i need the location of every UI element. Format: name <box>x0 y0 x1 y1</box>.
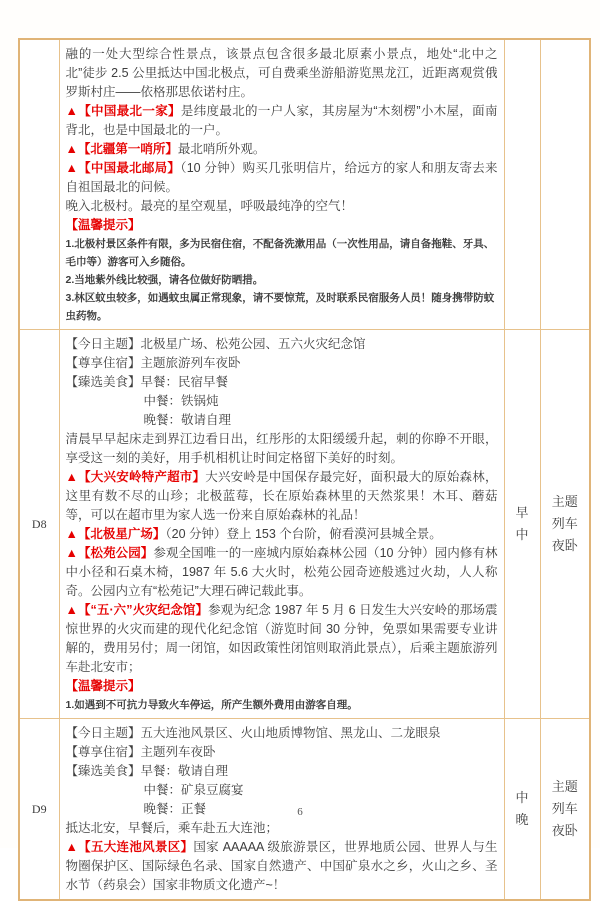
body-text: 【今日主题】五大连池风景区、火山地质博物馆、黑龙山、二龙眼泉 <box>65 726 441 740</box>
highlight-text: ▲【北疆第一哨所】 <box>65 142 178 156</box>
body-text: 【臻选美食】早餐：民宿早餐 <box>65 375 229 389</box>
meal-char: 晚 <box>515 812 529 827</box>
highlight-text: ▲【五大连池风景区】 <box>65 840 194 854</box>
day-cell: D8 <box>19 330 59 719</box>
paragraph <box>66 525 498 544</box>
paragraph <box>66 544 498 601</box>
paragraph <box>66 781 498 800</box>
body-text: 中餐：矿泉豆腐宴 <box>143 783 244 797</box>
lodging-line: 主题 <box>551 494 578 509</box>
meal-char: 早 <box>515 505 529 520</box>
body-text: 参观全国唯一的一座城内原始森林公园（10 分钟）园内修有林中小径和石桌木椅，1987 年 5.6 大火时，松苑公园奇迹般逃过火劫，人人称奇。公园内立有“松苑记”大理石碑记载此事。 <box>65 546 498 598</box>
meal-char: 中 <box>515 790 529 805</box>
highlight-text: ▲【中国最北邮局】 <box>65 161 181 175</box>
body-text: 是纬度最北的一户人家，其房屋为“木刻楞”小木屋，面南背北，也是中国最北的一户。 <box>65 104 498 137</box>
lodging-line: 主题 <box>551 779 578 794</box>
paragraph <box>66 235 498 271</box>
paragraph <box>66 373 498 392</box>
paragraph <box>66 45 498 102</box>
body-text: 1.如遇到不可抗力导致火车停运，所产生额外费用由游客自理。 <box>65 699 358 711</box>
body-text: 2.当地紫外线比较强，请各位做好防晒措。 <box>65 274 264 286</box>
body-text: 国家 AAAAA 级旅游景区，世界地质公园、世界人与生物圈保护区、国际绿色名录、国家自然遗产、中国矿泉水之乡，火山之乡、圣水节（药泉会）国家非物质文化遗产~！ <box>65 840 498 892</box>
body-text: 【尊享住宿】主题列车夜卧 <box>65 745 216 759</box>
paragraph <box>66 159 498 197</box>
content-cell <box>59 330 504 719</box>
highlight-text: 【温馨提示】 <box>65 218 141 232</box>
body-text: 中餐：铁锅炖 <box>143 394 219 408</box>
highlight-text: ▲【松苑公园】 <box>65 546 154 560</box>
body-text: 3.林区蚊虫较多，如遇蚊虫属正常现象，请不要惊荒，及时联系民宿服务人员！随身携带防蚊虫药物。 <box>65 292 495 322</box>
body-text: 晚入北极村。最亮的星空观星，呼吸最纯净的空气！ <box>65 199 354 213</box>
day-cell <box>19 39 59 330</box>
paragraph <box>66 289 498 325</box>
itinerary-row <box>19 330 590 719</box>
paragraph <box>66 335 498 354</box>
highlight-text: ▲【大兴安岭特产超市】 <box>65 470 206 484</box>
paragraph <box>66 819 498 838</box>
page-number: 6 <box>297 806 303 818</box>
paragraph <box>66 838 498 895</box>
body-text: 大兴安岭是中国保存最完好，面积最大的原始森林，这里有数不尽的山珍；北极蓝莓，长在原始森林里的天然浆果！木耳、蘑菇等，可以在超市里为家人选一份来自原始森林的礼品！ <box>65 470 498 522</box>
paragraph <box>66 411 498 430</box>
body-text: 抵达北安，早餐后，乘车赴五大连池； <box>65 821 279 835</box>
body-text: 【尊享住宿】主题旅游列车夜卧 <box>65 356 241 370</box>
meal-char: 中 <box>515 527 529 542</box>
paragraph <box>66 392 498 411</box>
paragraph <box>66 271 498 289</box>
paragraph <box>66 430 498 468</box>
body-text: 晚餐：敬请自理 <box>143 413 232 427</box>
paragraph <box>66 601 498 677</box>
highlight-text: 【温馨提示】 <box>65 679 141 693</box>
body-text: 晚餐：正餐 <box>143 802 207 816</box>
itinerary-table-body <box>19 39 590 900</box>
paragraph <box>66 724 498 743</box>
paragraph <box>66 216 498 235</box>
highlight-text: ▲【“五·六”火灾纪念馆】 <box>65 603 209 617</box>
body-text: 1.北极村景区条件有限，多为民宿住宿，不配备洗漱用品（一次性用品，请自备拖鞋、牙具、毛巾等）游客可入乡随俗。 <box>65 238 495 268</box>
body-text: 参观为纪念 1987 年 5 月 6 日发生大兴安岭的那场震惊世界的火灾而建的现代化纪念馆（游览时间 30 分钟，免票如果需要专业讲解的，费用另付；周一闭馆，如因政策性闭馆则取消此景点），后乘主题旅游列车赴北安市； <box>65 603 498 674</box>
body-text: （20 分钟）登上 153 个台阶，俯看漠河县城全景。 <box>165 527 442 541</box>
highlight-text: ▲【中国最北一家】 <box>65 104 181 118</box>
lodging-cell <box>540 330 590 719</box>
body-text: 【今日主题】北极星广场、松苑公园、五六火灾纪念馆 <box>65 337 366 351</box>
meal-cell <box>504 330 540 719</box>
day-cell: D9 <box>19 719 59 901</box>
paragraph <box>66 197 498 216</box>
body-text: （10 分钟）购买几张明信片，给远方的家人和朋友寄去来自祖国最北的问候。 <box>65 161 498 194</box>
lodging-line: 列车 <box>551 516 578 531</box>
body-text: 清晨早早起床走到界江边看日出，红彤彤的太阳缓缓升起，刺的你睁不开眼，享受这一刻的美好，用手机相机让时间定格留下美好的时刻。 <box>65 432 498 465</box>
paragraph <box>66 354 498 373</box>
lodging-line: 列车 <box>551 801 578 816</box>
content-cell <box>59 39 504 330</box>
paragraph <box>66 762 498 781</box>
paragraph <box>66 743 498 762</box>
lodging-line: 夜卧 <box>551 823 578 838</box>
paragraph <box>66 677 498 696</box>
highlight-text: ▲【北极星广场】 <box>65 527 166 541</box>
paragraph <box>66 468 498 525</box>
body-text: 融的一处大型综合性景点，该景点包含很多最北原素小景点，地处“北中之北”徒步 2.5 公里抵达中国北极点，可自费乘坐游船游览黑龙江，近距离观赏俄罗斯村庄——依格那思依诺村庄。 <box>65 47 498 99</box>
paragraph <box>66 102 498 140</box>
paragraph <box>66 696 498 714</box>
body-text: 【臻选美食】早餐：敬请自理 <box>65 764 229 778</box>
meal-cell <box>504 39 540 330</box>
body-text: 最北哨所外观。 <box>177 142 266 156</box>
itinerary-table <box>18 38 591 901</box>
lodging-line: 夜卧 <box>551 538 578 553</box>
lodging-cell <box>540 39 590 330</box>
paragraph <box>66 140 498 159</box>
itinerary-row <box>19 39 590 330</box>
